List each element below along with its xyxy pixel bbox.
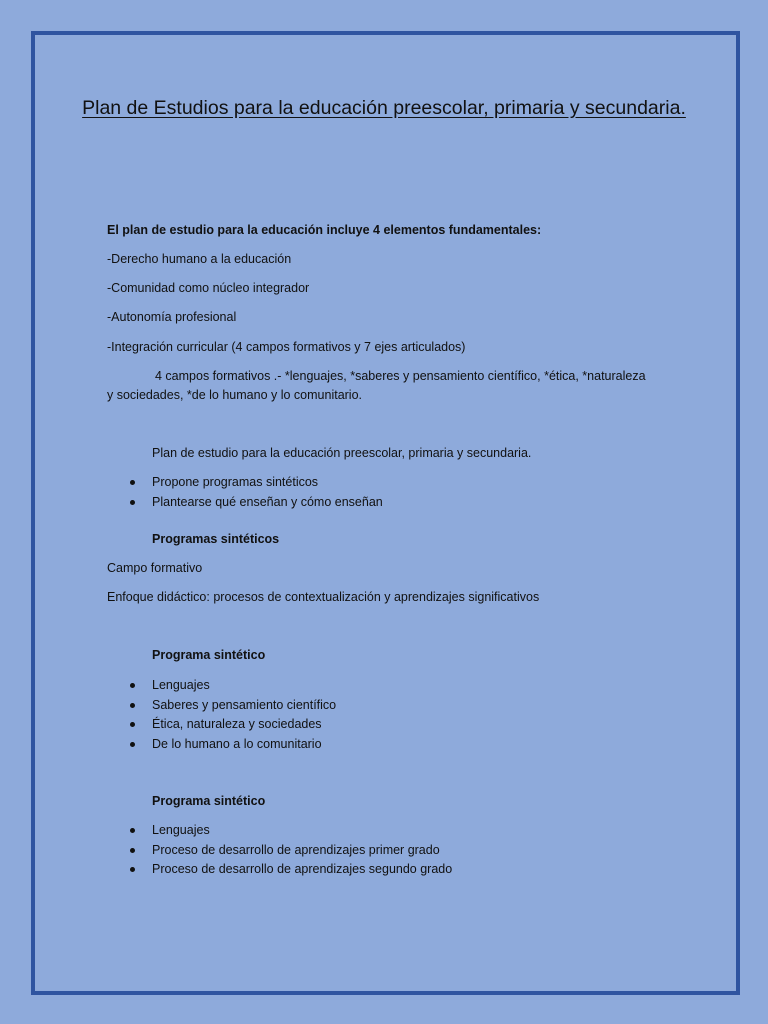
list-item: Lenguajes xyxy=(130,676,336,696)
section3-bullets xyxy=(130,676,336,754)
element-item: -Comunidad como núcleo integrador xyxy=(107,281,310,295)
element-item: -Autonomía profesional xyxy=(107,310,237,324)
bullet-icon xyxy=(130,480,135,485)
enfoque-didactico: Enfoque didáctico: procesos de contextualización y aprendizajes significativos xyxy=(107,590,540,604)
section3-heading: Programa sintético xyxy=(152,648,266,662)
list-item: De lo humano a lo comunitario xyxy=(130,735,336,755)
list-item: Plantearse qué enseñan y cómo enseñan xyxy=(130,493,383,513)
bullet-icon xyxy=(130,703,135,708)
list-item: Proceso de desarrollo de aprendizajes segundo grado xyxy=(130,860,452,880)
campos-line-1: 4 campos formativos .- *lenguajes, *saberes y pensamiento científico, *ética, *naturaleza xyxy=(155,369,646,383)
section4-bullets xyxy=(130,821,452,880)
list-item: Ética, naturaleza y sociedades xyxy=(130,715,336,735)
element-item: -Integración curricular (4 campos formativos y 7 ejes articulados) xyxy=(107,340,466,354)
campos-line-2: y sociedades, *de lo humano y lo comunitario. xyxy=(107,388,363,402)
list-item: Proceso de desarrollo de aprendizajes primer grado xyxy=(130,841,452,861)
bullet-icon xyxy=(130,683,135,688)
element-item: -Derecho humano a la educación xyxy=(107,252,292,266)
bullet-icon xyxy=(130,722,135,727)
section2-heading: Programas sintéticos xyxy=(152,532,280,546)
list-item: Saberes y pensamiento científico xyxy=(130,696,336,716)
campo-formativo: Campo formativo xyxy=(107,561,203,575)
bullet-icon xyxy=(130,867,135,872)
bullet-icon xyxy=(130,500,135,505)
document-title: Plan de Estudios para la educación preescolar, primaria y secundaria. xyxy=(82,97,686,119)
intro-heading: El plan de estudio para la educación incluye 4 elementos fundamentales: xyxy=(107,223,542,237)
bullet-icon xyxy=(130,848,135,853)
bullet-icon xyxy=(130,828,135,833)
section4-heading: Programa sintético xyxy=(152,794,266,808)
section1-heading: Plan de estudio para la educación preescolar, primaria y secundaria. xyxy=(152,446,532,460)
list-item: Propone programas sintéticos xyxy=(130,473,383,493)
section1-bullets xyxy=(130,473,383,512)
list-item: Lenguajes xyxy=(130,821,452,841)
bullet-icon xyxy=(130,742,135,747)
